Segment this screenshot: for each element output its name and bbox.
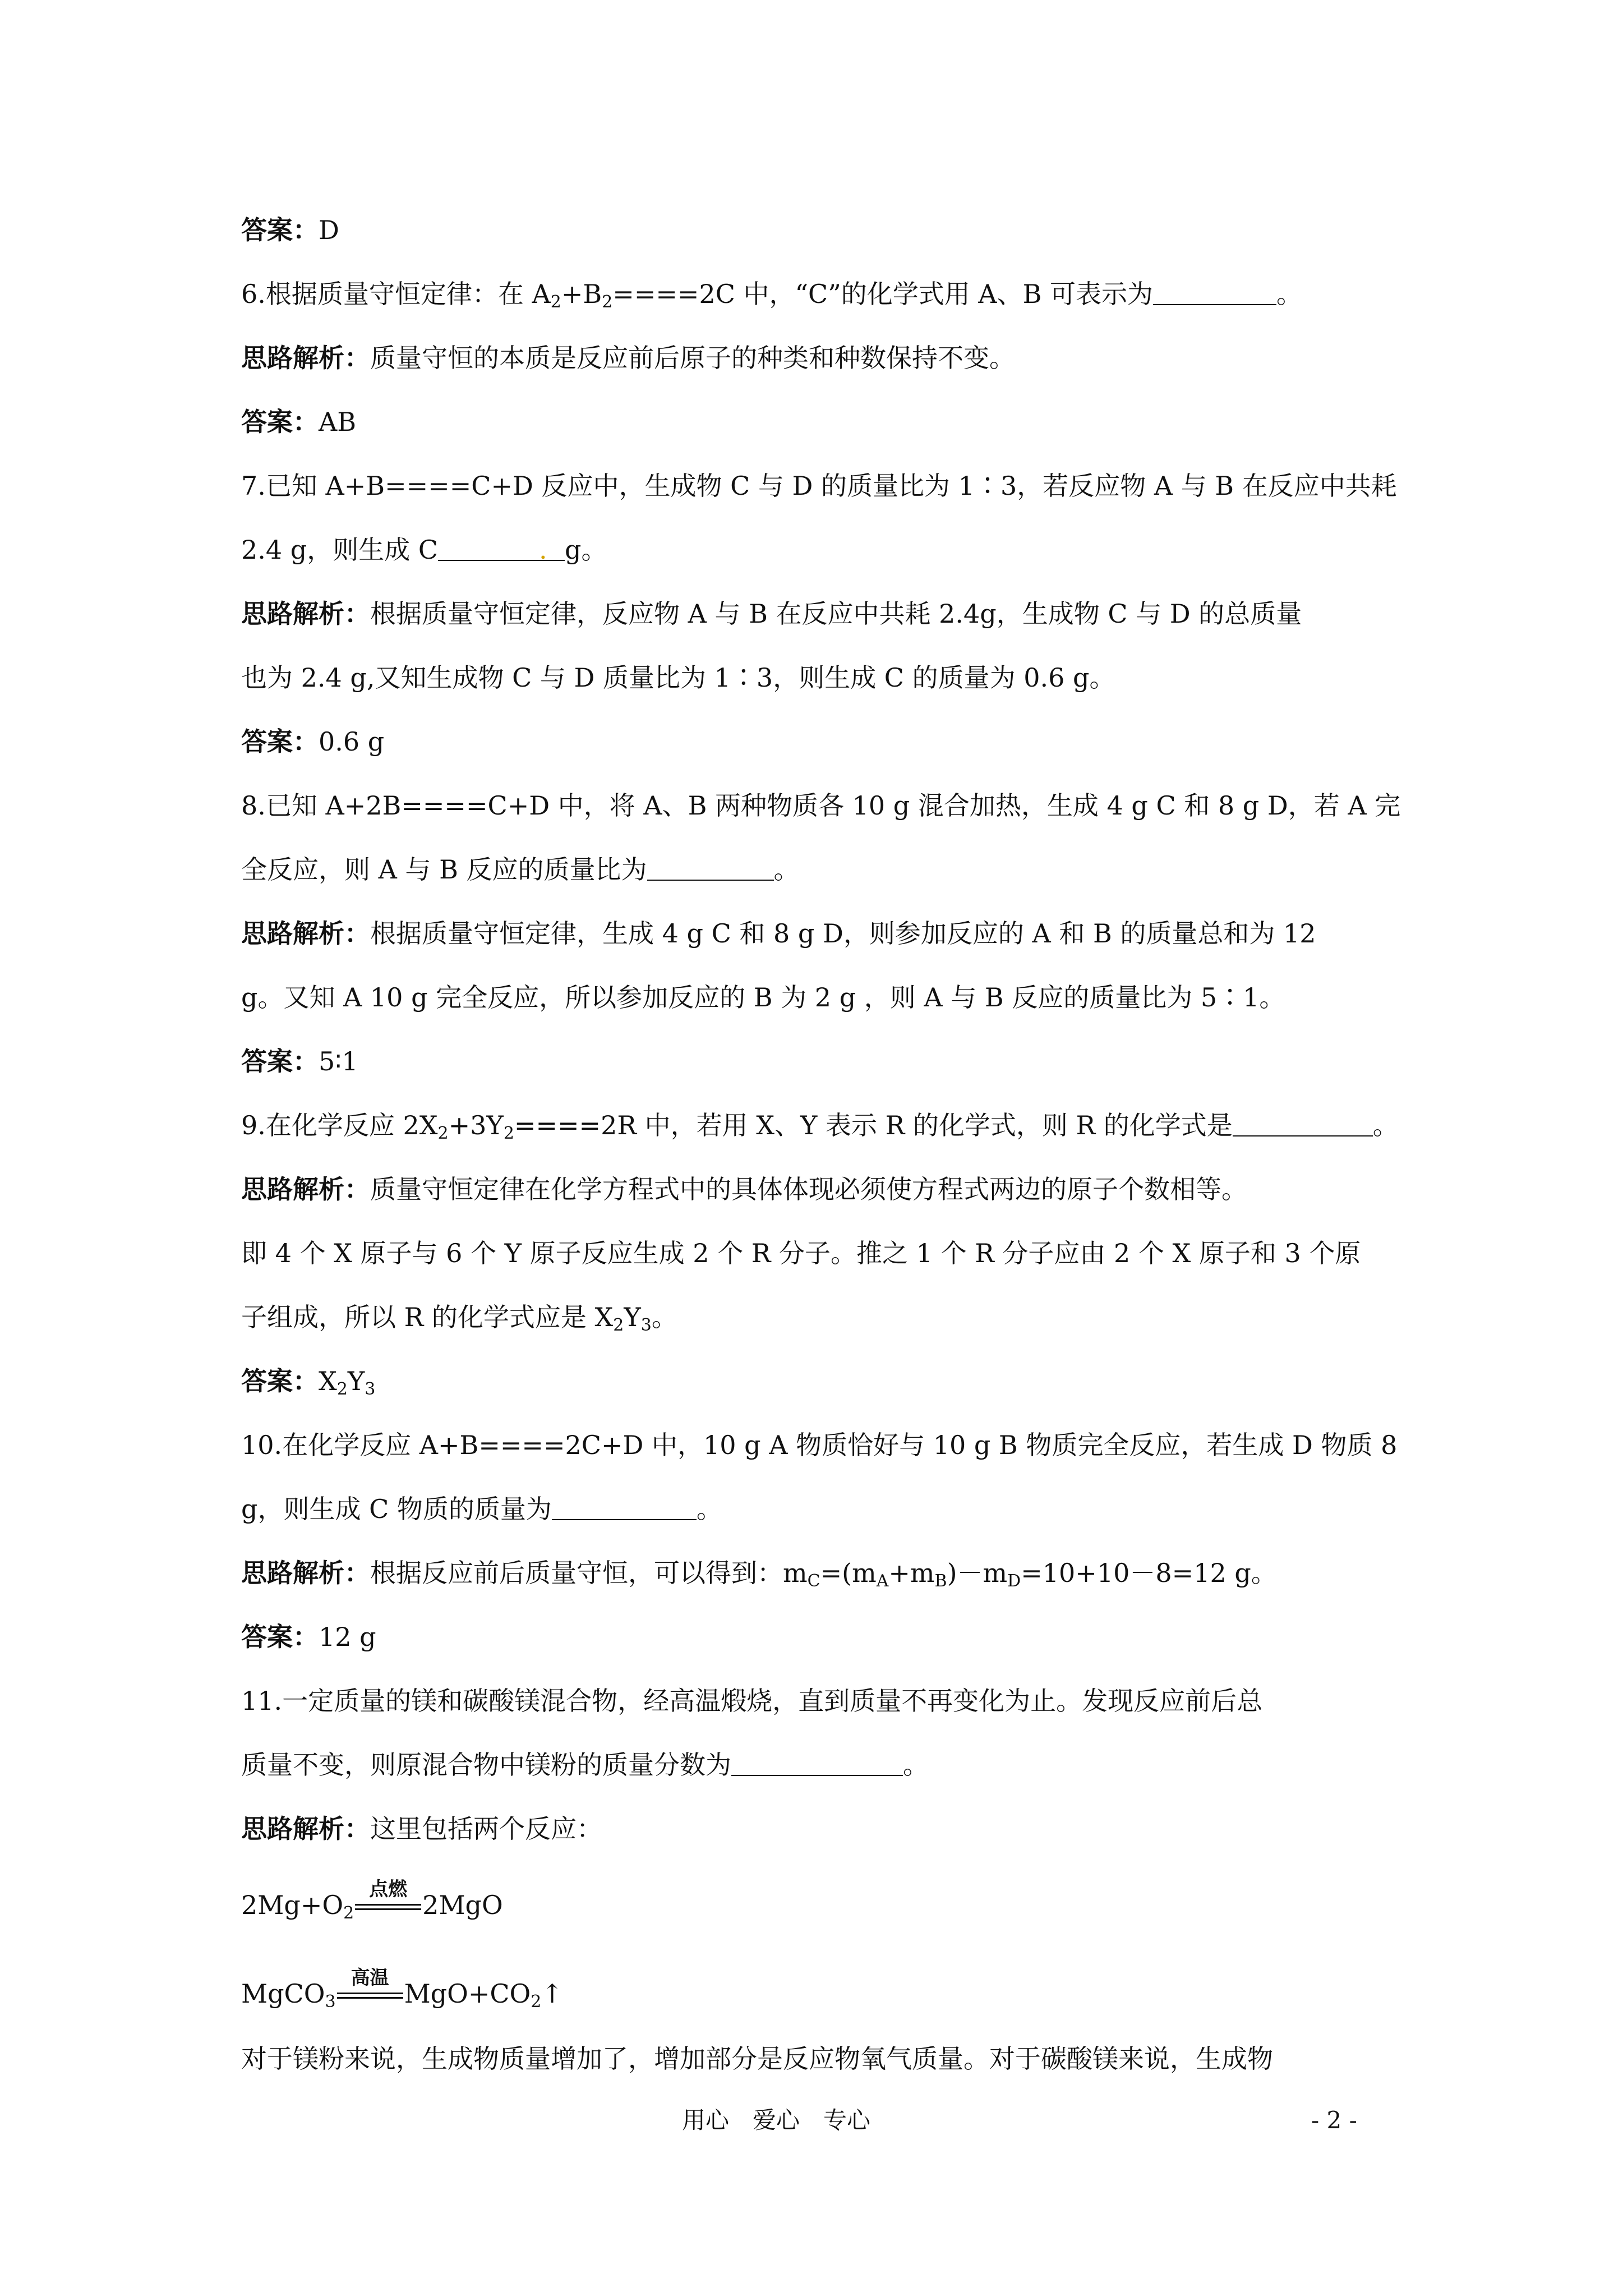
answer-blank xyxy=(647,855,774,881)
answer-5 xyxy=(241,213,339,247)
subscript: 2 xyxy=(336,1379,348,1399)
subscript: D xyxy=(1007,1571,1021,1591)
question-text: +B xyxy=(561,279,602,309)
question-text: 11.一定质量的镁和碳酸镁混合物，经高温煅烧，直到质量不再变化为止。发现反应前后总 xyxy=(241,1686,1263,1716)
answer-blank xyxy=(1233,1111,1373,1137)
question-11-line1 xyxy=(241,1684,1262,1718)
answer-10 xyxy=(241,1620,376,1654)
answer-value: 12 g xyxy=(319,1622,376,1652)
question-text: 。 xyxy=(696,1494,722,1524)
dot-mark: . xyxy=(539,535,547,565)
question-10-line1 xyxy=(241,1428,1397,1462)
analysis-text: +m xyxy=(888,1558,935,1588)
analysis-text: 根据质量守恒定律，生成 4 g C 和 8 g D，则参加反应的 A 和 B 的质量总和为 12 xyxy=(370,918,1316,949)
double-line-bottom xyxy=(355,1908,421,1910)
question-text: 2.4 g，则生成 C xyxy=(241,535,439,565)
answer-label: 答案： xyxy=(241,1046,319,1076)
subscript: B xyxy=(934,1571,947,1591)
analysis-text: g。又知 A 10 g 完全反应，所以参加反应的 B 为 2 g ，则 A 与 B 反应的质量比为 5∶1。 xyxy=(241,982,1285,1013)
question-7-line1 xyxy=(241,469,1397,503)
analysis-9-line1 xyxy=(241,1172,1247,1206)
answer-value: Y xyxy=(347,1366,365,1396)
analysis-text: =10+10－8=12 g。 xyxy=(1021,1558,1277,1588)
question-text: 6.根据质量守恒定律：在 A xyxy=(241,279,551,309)
answer-blank xyxy=(438,535,565,565)
question-text: ====2C 中，“C”的化学式用 A、B 可表示为 xyxy=(612,279,1154,309)
subscript: 3 xyxy=(640,1315,652,1335)
answer-value: 5∶1 xyxy=(319,1046,358,1076)
answer-label: 答案： xyxy=(241,726,319,757)
subscript: 3 xyxy=(365,1379,376,1399)
answer-label: 答案： xyxy=(241,1622,319,1652)
question-7-line2 xyxy=(241,533,607,567)
answer-8 xyxy=(241,1045,358,1078)
double-line-bottom xyxy=(337,1997,403,1999)
question-text: 。 xyxy=(1372,1110,1399,1140)
analysis-label: 思路解析： xyxy=(241,599,370,629)
equation-text: 2MgO xyxy=(422,1890,503,1920)
question-10-line2 xyxy=(241,1492,722,1526)
analysis-text: 质量守恒定律在化学方程式中的具体体现必须使方程式两边的原子个数相等。 xyxy=(370,1174,1247,1204)
question-text: 全反应，则 A 与 B 反应的质量比为 xyxy=(241,854,647,885)
analysis-text: 也为 2.4 g,又知生成物 C 与 D 质量比为 1∶3，则生成 C 的质量为 0.6 g。 xyxy=(241,662,1115,693)
reaction-condition: 高温 xyxy=(351,1967,389,1989)
footer-slogan: 用心 爱心 专心 xyxy=(682,2106,871,2134)
gas-arrow: ↑ xyxy=(541,1978,563,2009)
subscript: 2 xyxy=(343,1903,354,1923)
question-text: 。 xyxy=(903,1750,929,1780)
analysis-label: 思路解析： xyxy=(241,343,370,373)
analysis-11 xyxy=(241,1812,602,1846)
analysis-10 xyxy=(241,1556,1277,1590)
analysis-text: 质量守恒的本质是反应前后原子的种类和种数保持不变。 xyxy=(370,343,1015,373)
answer-label: 答案： xyxy=(241,1366,319,1396)
question-text: 8.已知 A+2B====C+D 中，将 A、B 两种物质各 10 g 混合加热，生成 4 g C 和 8 g D，若 A 完 xyxy=(241,790,1401,821)
question-text: 。 xyxy=(773,854,800,885)
reaction-arrow xyxy=(337,1967,403,2010)
answer-label: 答案： xyxy=(241,407,319,437)
answer-7 xyxy=(241,725,384,758)
analysis-text: 即 4 个 X 原子与 6 个 Y 原子反应生成 2 个 R 分子。推之 1 个 R 分子应由 2 个 X 原子和 3 个原 xyxy=(241,1238,1361,1268)
question-8-line1 xyxy=(241,789,1400,822)
question-text: g。 xyxy=(565,535,607,565)
question-6 xyxy=(241,277,1302,311)
analysis-label: 思路解析： xyxy=(241,1558,370,1588)
answer-value: AB xyxy=(319,407,357,437)
subscript: 2 xyxy=(602,292,613,312)
analysis-6 xyxy=(241,341,1015,375)
subscript: C xyxy=(807,1571,820,1591)
analysis-7-line2 xyxy=(241,661,1115,694)
question-text: g，则生成 C 物质的质量为 xyxy=(241,1494,552,1524)
analysis-text: =(m xyxy=(820,1558,877,1588)
question-text: 7.已知 A+B====C+D 反应中，生成物 C 与 D 的质量比为 1∶3，若反应物 A 与 B 在反应中共耗 xyxy=(241,471,1397,501)
question-text: 质量不变，则原混合物中镁粉的质量分数为 xyxy=(241,1750,731,1780)
equation-text: MgO+CO xyxy=(404,1978,531,2009)
answer-blank xyxy=(731,1750,903,1776)
subscript: 2 xyxy=(503,1124,514,1143)
analysis-label: 思路解析： xyxy=(241,1174,370,1204)
subscript: 2 xyxy=(531,1992,542,2012)
answer-value: 0.6 g xyxy=(319,726,385,757)
analysis-text: 根据质量守恒定律，反应物 A 与 B 在反应中共耗 2.4g，生成物 C 与 D 的总质量 xyxy=(370,599,1302,629)
analysis-text: Y xyxy=(624,1302,641,1332)
equation-text: MgCO xyxy=(241,1978,325,2009)
analysis-label: 思路解析： xyxy=(241,1814,370,1844)
answer-blank xyxy=(1153,279,1276,305)
subscript: 3 xyxy=(325,1992,336,2012)
subscript: 2 xyxy=(613,1315,624,1335)
analysis-7-line1 xyxy=(241,597,1302,631)
subscript: 2 xyxy=(437,1124,449,1143)
question-text: +3Y xyxy=(448,1110,504,1140)
answer-9 xyxy=(241,1364,375,1398)
analysis-text: 对于镁粉来说，生成物质量增加了，增加部分是反应物氧气质量。对于碳酸镁来说，生成物 xyxy=(241,2044,1273,2074)
double-line-top xyxy=(337,1993,403,1994)
analysis-9-line2 xyxy=(241,1236,1361,1270)
answer-value: X xyxy=(319,1366,337,1396)
analysis-text: 这里包括两个反应： xyxy=(370,1814,602,1844)
subscript: A xyxy=(876,1571,889,1591)
reaction-condition: 点燃 xyxy=(369,1878,408,1901)
answer-6 xyxy=(241,405,356,439)
question-text: ====2R 中，若用 X、Y 表示 R 的化学式，则 R 的化学式是 xyxy=(514,1110,1233,1140)
answer-blank xyxy=(552,1494,697,1520)
analysis-text: 根据反应前后质量守恒，可以得到：m xyxy=(370,1558,808,1588)
analysis-8-line1 xyxy=(241,917,1316,950)
question-text: 。 xyxy=(1276,279,1303,309)
equation-text: 2Mg+O xyxy=(241,1890,344,1920)
analysis-text: )－m xyxy=(947,1558,1008,1588)
answer-label: 答案： xyxy=(241,215,319,245)
question-8-line2 xyxy=(241,853,800,886)
equation-2 xyxy=(241,1967,563,2012)
equation-1 xyxy=(241,1878,503,1923)
analysis-8-line2 xyxy=(241,981,1285,1014)
analysis-9-line3 xyxy=(241,1300,677,1334)
question-text: 10.在化学反应 A+B====2C+D 中，10 g A 物质恰好与 10 g B 物质完全反应，若生成 D 物质 8 xyxy=(241,1430,1398,1460)
analysis-text: 。 xyxy=(651,1302,677,1332)
reaction-arrow xyxy=(355,1878,421,1922)
analysis-label: 思路解析： xyxy=(241,918,370,949)
analysis-11-continued xyxy=(241,2042,1273,2076)
page-number: - 2 - xyxy=(1311,2106,1357,2134)
answer-value: D xyxy=(319,215,339,245)
double-line-top xyxy=(355,1904,421,1906)
question-9 xyxy=(241,1108,1399,1142)
analysis-text: 子组成，所以 R 的化学式应是 X xyxy=(241,1302,614,1332)
question-text: 9.在化学反应 2X xyxy=(241,1110,438,1140)
subscript: 2 xyxy=(550,292,561,312)
question-11-line2 xyxy=(241,1748,929,1782)
